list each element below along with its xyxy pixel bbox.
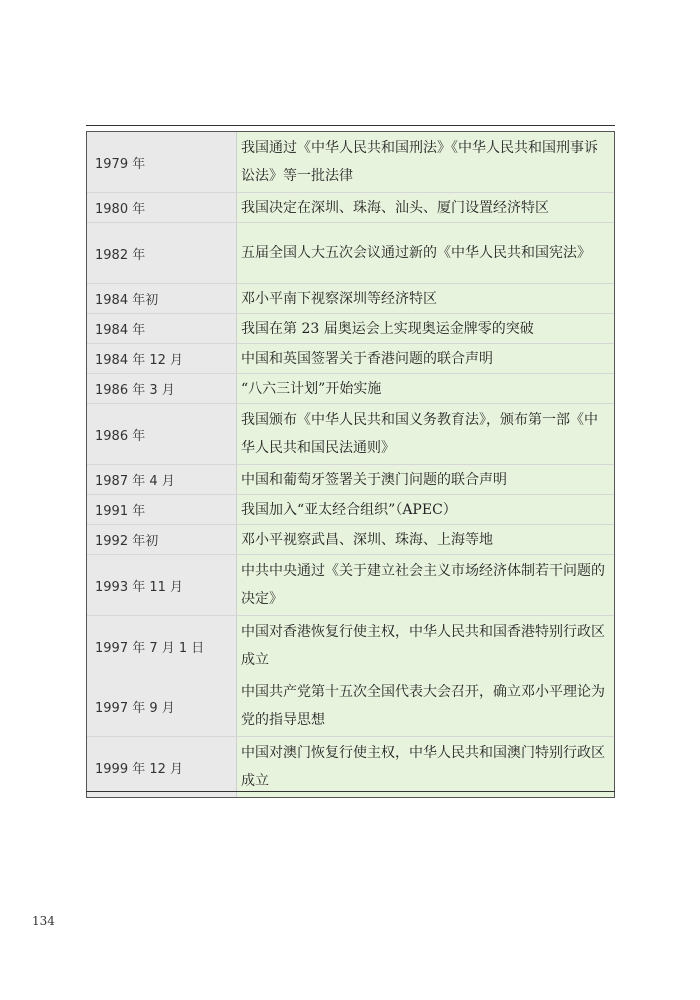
row-date: 1993 年 11 月	[87, 555, 237, 615]
table-row	[87, 554, 614, 615]
table-row	[87, 132, 614, 192]
table-row	[87, 313, 614, 343]
row-date: 1999 年 12 月	[87, 737, 237, 797]
table-row	[87, 373, 614, 403]
row-date: 1984 年	[87, 314, 237, 343]
table-row	[87, 222, 614, 283]
row-date: 1987 年 4 月	[87, 465, 237, 494]
row-event: “八六三计划”开始实施	[237, 374, 614, 403]
table-row	[87, 615, 614, 676]
row-date: 1992 年初	[87, 525, 237, 554]
row-event: 我国通过《中华人民共和国刑法》《中华人民共和国刑事诉讼法》等一批法律	[237, 132, 614, 192]
row-date: 1982 年	[87, 223, 237, 283]
table-row	[87, 736, 614, 797]
row-event: 中国和英国签署关于香港问题的联合声明	[237, 344, 614, 373]
table-row	[87, 464, 614, 494]
bottom-rule	[86, 791, 615, 792]
row-event: 中共中央通过《关于建立社会主义市场经济体制若干问题的决定》	[237, 555, 614, 615]
row-event: 中国共产党第十五次全国代表大会召开，确立邓小平理论为党的指导思想	[237, 676, 614, 736]
table-row	[87, 403, 614, 464]
row-event: 我国加入“亚太经合组织”（APEC）	[237, 495, 614, 524]
table-row	[87, 494, 614, 524]
table-row	[87, 192, 614, 222]
row-event: 我国在第 23 届奥运会上实现奥运金牌零的突破	[237, 314, 614, 343]
row-event: 我国决定在深圳、珠海、汕头、厦门设置经济特区	[237, 193, 614, 222]
row-date: 1997 年 7 月 1 日	[87, 616, 237, 676]
table-row	[87, 283, 614, 313]
row-date: 1986 年	[87, 404, 237, 464]
row-date: 1980 年	[87, 193, 237, 222]
page-number: 134	[32, 914, 55, 928]
row-event: 我国颁布《中华人民共和国义务教育法》，颁布第一部《中华人民共和国民法通则》	[237, 404, 614, 464]
row-event: 邓小平南下视察深圳等经济特区	[237, 284, 614, 313]
table-row	[87, 676, 614, 736]
row-date: 1986 年 3 月	[87, 374, 237, 403]
row-date: 1997 年 9 月	[87, 676, 237, 736]
table-row	[87, 524, 614, 554]
row-event: 中国对香港恢复行使主权，中华人民共和国香港特别行政区成立	[237, 616, 614, 676]
table-row	[87, 343, 614, 373]
row-event: 邓小平视察武昌、深圳、珠海、上海等地	[237, 525, 614, 554]
row-event: 中国对澳门恢复行使主权，中华人民共和国澳门特别行政区成立	[237, 737, 614, 797]
row-date: 1991 年	[87, 495, 237, 524]
row-date: 1984 年 12 月	[87, 344, 237, 373]
timeline-table	[86, 131, 615, 798]
row-date: 1984 年初	[87, 284, 237, 313]
top-rule	[86, 125, 615, 126]
row-event: 中国和葡萄牙签署关于澳门问题的联合声明	[237, 465, 614, 494]
row-event: 五届全国人大五次会议通过新的《中华人民共和国宪法》	[237, 223, 614, 283]
row-date: 1979 年	[87, 132, 237, 192]
